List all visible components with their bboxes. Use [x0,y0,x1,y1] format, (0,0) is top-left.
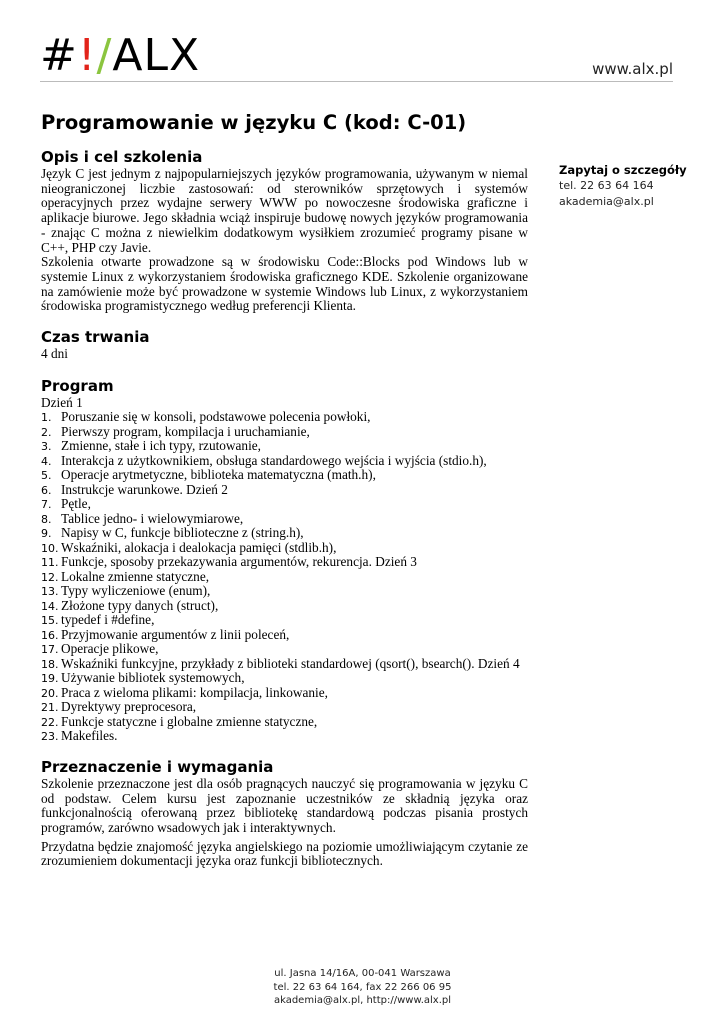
description-paragraph-1: Język C jest jednym z najpopularniejszych języków programowania, używanym w niemal nieograniczonej liczbie zastosowań: od sterowników sprzętowych i systemów operacyjnych przez wydajne serwery WWW po nowoczesne środowiska graficzne i aplikacje biurowe. Jego składnia wciąż inspiruje budowę nowych języków programowania - znając C można z niewielkim dodatkowym wysiłkiem zrozumieć programy pisane w C++, PHP czy Javie. [41,166,528,255]
program-item-text: Funkcje, sposoby przekazywania argumentów, rekurencja. Dzień 3 [61,554,417,570]
footer-address: ul. Jasna 14/16A, 00-041 Warszawa [274,968,451,979]
program-heading: Program [41,376,114,395]
duration-value: 4 dni [41,346,68,362]
program-item-number: 11. [41,556,59,570]
site-url-link[interactable]: www.alx.pl [592,60,673,78]
requirements-paragraph-2: Przydatna będzie znajomość języka angielskiego na poziomie umożliwiającym czytanie ze zrozumieniem dokumentacji języka oraz funkcji bibliotecznych. [41,838,528,869]
program-item-text: Napisy w C, funkcje biblioteczne z (string.h), [61,525,304,541]
program-item-text: Zmienne, stałe i ich typy, rzutowanie, [61,438,262,454]
program-list-item [41,570,528,585]
program-item-number: 8. [41,512,52,526]
program-day-label: Dzień 1 [41,394,83,410]
alx-logo[interactable] [40,30,201,81]
logo-exclamation: ! [77,30,97,81]
program-list-item [41,642,528,657]
program-list [41,410,528,744]
program-item-text: Instrukcje warunkowe. Dzień 2 [61,481,228,497]
program-list-item [41,599,528,614]
program-item-number: 13. [41,585,59,599]
program-item-number: 6. [41,483,52,497]
program-list-item [41,497,528,512]
program-item-text: Lokalne zmienne statyczne, [61,568,210,584]
program-item-number: 5. [41,469,52,483]
program-list-item [41,439,528,454]
program-item-text: Pętle, [61,496,91,512]
program-item-number: 21. [41,701,59,715]
program-list-item [41,468,528,483]
program-list-item [41,425,528,440]
program-list-item [41,541,528,556]
program-item-text: Typy wyliczeniowe (enum), [61,583,211,599]
program-list-item [41,671,528,686]
program-list-item [41,555,528,570]
program-list-item [41,686,528,701]
description-section [41,147,528,314]
program-list-item [41,613,528,628]
contact-box [559,162,719,210]
program-item-number: 23. [41,730,59,744]
program-item-text: Dyrektywy preprocesora, [61,699,197,715]
program-item-number: 18. [41,657,59,671]
contact-heading: Zapytaj o szczegóły [559,163,687,177]
program-item-text: Makefiles. [61,728,118,744]
program-list-item [41,700,528,715]
program-item-text: Funkcje statyczne i globalne zmienne statyczne, [61,713,318,729]
program-item-number: 12. [41,570,59,584]
program-item-number: 16. [41,628,59,642]
program-section [41,376,528,744]
program-list-item [41,628,528,643]
program-list-item [41,729,528,744]
page-title: Programowanie w języku C (kod: C-01) [41,111,467,134]
program-item-number: 4. [41,454,52,468]
program-item-number: 17. [41,643,59,657]
program-item-number: 2. [41,425,52,439]
program-list-item [41,483,528,498]
header-divider [40,81,673,82]
program-item-text: Pierwszy program, kompilacja i uruchamianie, [61,423,310,439]
footer-phones: tel. 22 63 64 164, fax 22 266 06 95 [273,981,452,993]
program-item-text: Tablice jedno- i wielowymiarowe, [61,510,244,526]
program-item-number: 3. [41,440,52,454]
page-footer [250,967,475,1008]
program-item-text: Przyjmowanie argumentów z linii poleceń, [61,626,290,642]
program-list-item [41,526,528,541]
program-item-number: 9. [41,527,52,541]
logo-hash: # [40,30,78,81]
contact-email-link[interactable]: akademia@alx.pl [559,195,654,208]
program-list-item [41,657,528,672]
duration-section [41,327,528,362]
duration-heading: Czas trwania [41,328,150,347]
program-item-text: Praca z wieloma plikami: kompilacja, linkowanie, [61,684,328,700]
requirements-paragraph-1: Szkolenie przeznaczone jest dla osób pragnących nauczyć się programowania w języku C od podstaw. Celem kursu jest zapoznanie uczestników ze składnią języka oraz funkcjonalnością oferowaną przez bibliotekę standardową podczas pisania prostych programów, zarówno wsadowych jak i interaktywnych. [41,775,528,836]
program-item-text: Poruszanie się w konsoli, podstawowe polecenia powłoki, [61,409,371,425]
program-list-item [41,715,528,730]
logo-slash: / [96,30,113,81]
program-item-text: Wskaźniki, alokacja i dealokacja pamięci (stdlib.h), [61,539,337,555]
program-item-text: Używanie bibliotek systemowych, [61,670,245,686]
footer-contact-links[interactable]: akademia@alx.pl, http://www.alx.pl [273,995,452,1006]
main-content [41,147,528,869]
requirements-section [41,757,528,869]
program-item-text: Operacje arytmetyczne, biblioteka matematyczna (math.h), [61,467,376,483]
contact-phone[interactable]: tel. 22 63 64 164 [559,179,654,192]
program-item-number: 10. [41,541,59,555]
program-list-item [41,454,528,469]
program-item-number: 14. [41,599,59,613]
program-item-number: 7. [41,498,52,512]
program-item-number: 22. [41,715,59,729]
program-list-item [41,512,528,527]
program-item-number: 15. [41,614,59,628]
program-item-text: Złożone typy danych (struct), [61,597,219,613]
requirements-heading: Przeznaczenie i wymagania [41,757,274,776]
program-list-item [41,410,528,425]
program-item-text: Interakcja z użytkownikiem, obsługa standardowego wejścia i wyjścia (stdio.h), [61,452,487,468]
program-item-text: Operacje plikowe, [61,641,159,657]
description-paragraph-2: Szkolenia otwarte prowadzone są w środowisku Code::Blocks pod Windows lub w systemie Linux z wykorzystaniem środowiska graficznego KDE. Szkolenie organizowane na zamówienie może być prowadzone w systemie Windows lub Linux, z wykorzystaniem środowiska programistycznego według preferencji Klienta. [41,254,528,314]
logo-text: ALX [112,30,201,81]
program-item-number: 19. [41,672,59,686]
program-item-text: typedef i #define, [61,612,155,628]
program-item-number: 1. [41,411,52,425]
program-item-text: Wskaźniki funkcyjne, przykłady z biblioteki standardowej (qsort(), bsearch(). Dzień 4 [61,655,520,671]
program-item-number: 20. [41,686,59,700]
description-heading: Opis i cel szkolenia [41,148,203,166]
program-list-item [41,584,528,599]
